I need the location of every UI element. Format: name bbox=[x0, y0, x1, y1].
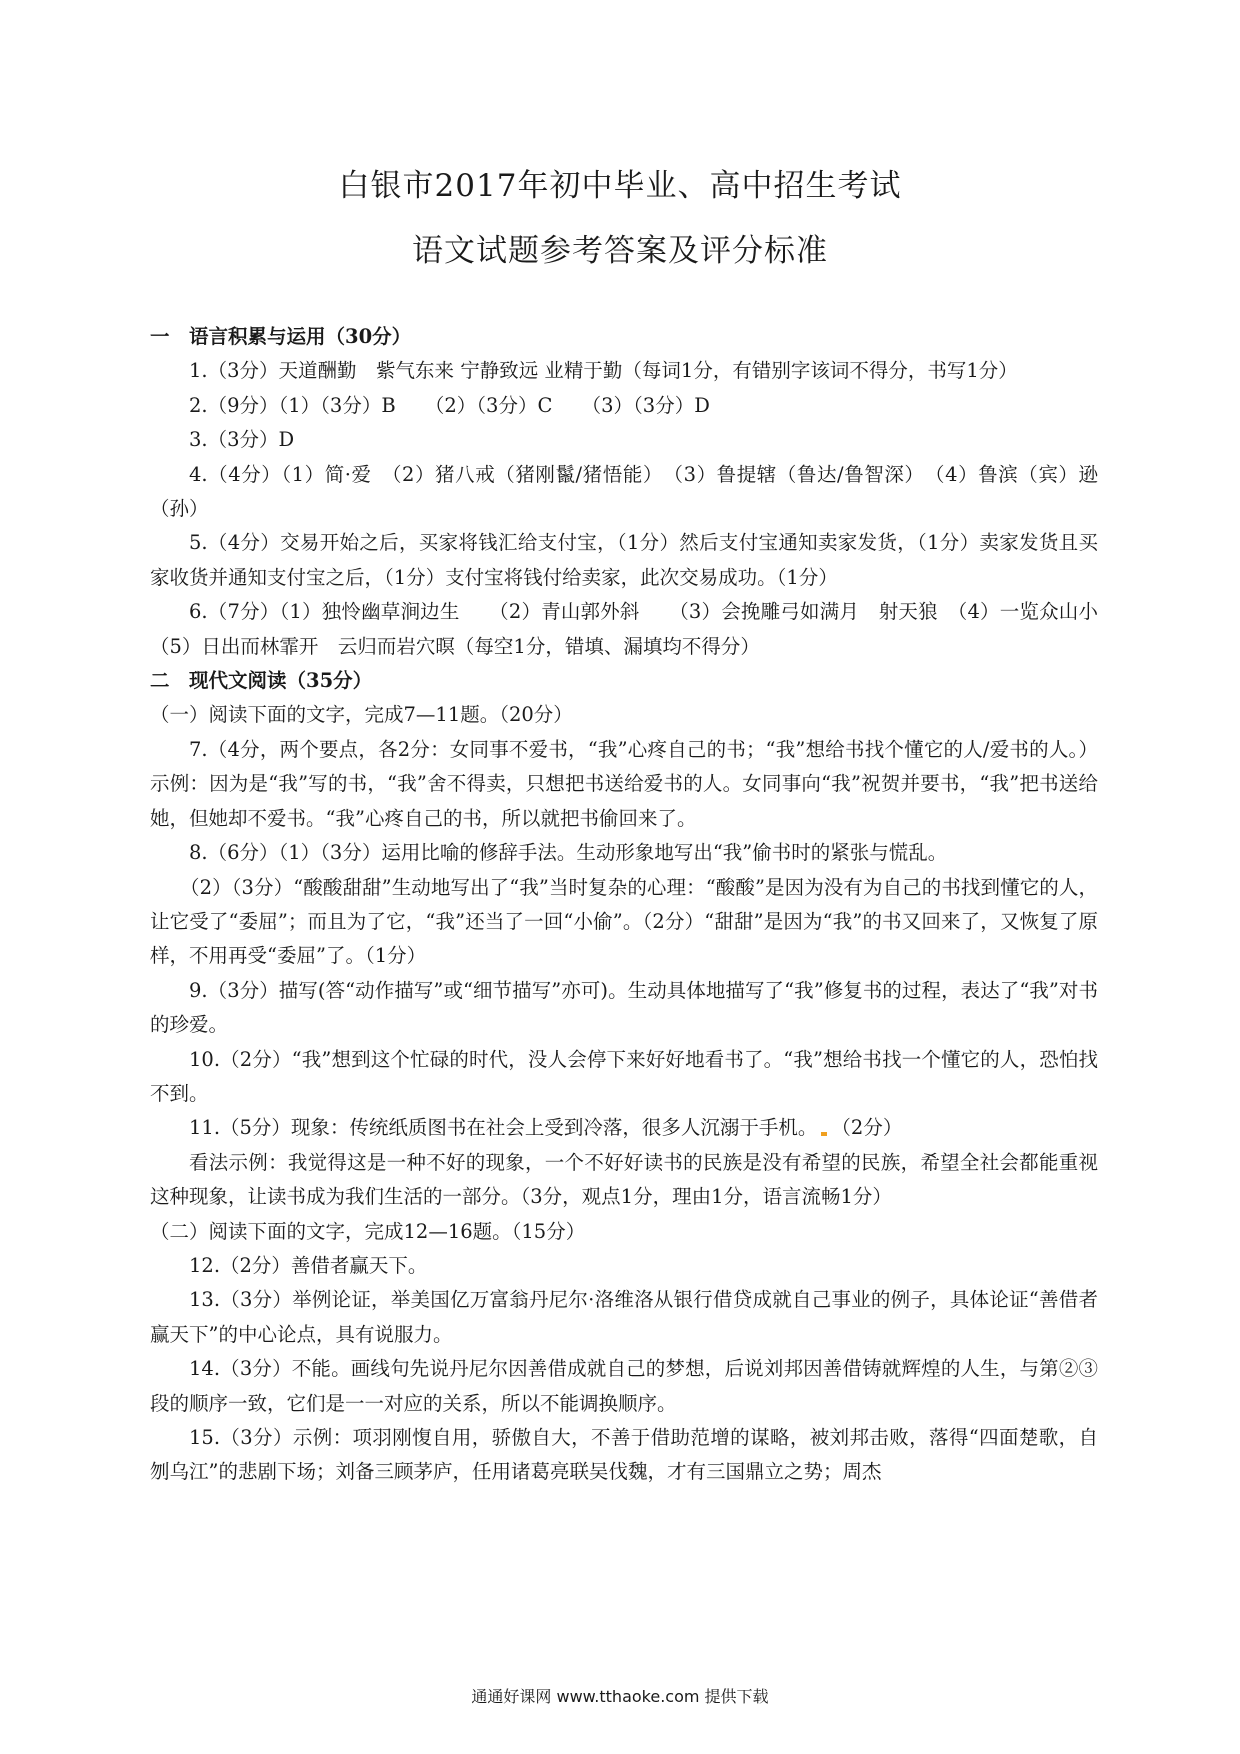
answer-paragraph bbox=[150, 423, 1098, 457]
paragraph-tail: （2分） bbox=[831, 1116, 903, 1140]
paragraph-text: 6.（7分）（1）独怜幽草涧边生 （2）青山郭外斜 （3）会挽雕弓如满月 射天狼 （4）一览众山小 （5）日出而林霏开 云归而岩穴暝（每空1分，错填、漏填均不得分） bbox=[150, 600, 1118, 658]
answer-body bbox=[150, 320, 1118, 1490]
paragraph-text: 2.（9分）（1）（3分）B （2）（3分）C （3）（3分）D bbox=[189, 393, 710, 417]
answer-paragraph bbox=[150, 1146, 1098, 1215]
paragraph-text: 8.（6分）（1）（3分）运用比喻的修辞手法。生动形象地写出“我”偷书时的紧张与慌乱。 bbox=[189, 841, 948, 865]
answer-paragraph bbox=[150, 1283, 1098, 1352]
answer-paragraph bbox=[150, 836, 1098, 870]
paragraph-text: 10.（2分）“我”想到这个忙碌的时代，没人会停下来好好地看书了。“我”想给书找一个懂它的人，恐怕找不到。 bbox=[150, 1047, 1098, 1105]
paragraph-text: 二 现代文阅读（35分） bbox=[150, 669, 373, 693]
answer-paragraph bbox=[150, 1043, 1098, 1112]
paragraph-text: 13.（3分）举例论证，举美国亿万富翁丹尼尔·洛维洛从银行借贷成就自己事业的例子，具体论证“善借者赢天下”的中心论点，具有说服力。 bbox=[150, 1288, 1098, 1346]
answer-paragraph bbox=[150, 871, 1098, 974]
answer-paragraph bbox=[150, 526, 1098, 595]
paragraph-text: 14.（3分）不能。画线句先说丹尼尔因善借成就自己的梦想，后说刘邦因善借铸就辉煌的人生，与第②③段的顺序一致，它们是一一对应的关系，所以不能调换顺序。 bbox=[150, 1357, 1098, 1415]
paragraph-text: 15.（3分）示例：项羽刚愎自用，骄傲自大，不善于借助范增的谋略，被刘邦击败，落得“四面楚歌，自刎乌江”的悲剧下场；刘备三顾茅庐，任用诸葛亮联吴伐魏，才有三国鼎立之势；周杰 bbox=[150, 1426, 1098, 1484]
answer-paragraph bbox=[150, 595, 1118, 664]
paragraph-text: 7.（4分，两个要点，各2分：女同事不爱书，“我”心疼自己的书；“我”想给书找个懂它的人/爱书的人。）示例：因为是“我”写的书，“我”舍不得卖，只想把书送给爱书的人。女同事向“我”祝贺并要书，“我”把书送给她，但她却不爱书。“我”心疼自己的书，所以就把书偷回来了。 bbox=[150, 737, 1098, 830]
paragraph-text: （二）阅读下面的文字，完成12—16题。（15分） bbox=[150, 1219, 586, 1243]
answer-paragraph bbox=[150, 389, 1098, 423]
page-subtitle: 语文试题参考答案及评分标准 bbox=[412, 233, 828, 269]
answer-paragraph bbox=[150, 974, 1098, 1043]
section-heading bbox=[150, 664, 1098, 698]
answer-paragraph bbox=[150, 458, 1098, 527]
answer-paragraph bbox=[150, 1352, 1098, 1421]
page-title: 白银市2017年初中毕业、高中招生考试 bbox=[338, 168, 902, 204]
paragraph-text: 看法示例：我觉得这是一种不好的现象，一个不好好读书的民族是没有希望的民族，希望全社会都能重视这种现象，让读书成为我们生活的一部分。（3分，观点1分，理由1分，语言流畅1分） bbox=[150, 1150, 1098, 1209]
paragraph-text: 9.（3分）描写(答“动作描写”或“细节描写”亦可)。生动具体地描写了“我”修复书的过程，表达了“我”对书的珍爱。 bbox=[150, 978, 1098, 1037]
answer-paragraph bbox=[150, 1421, 1098, 1490]
paragraph-text: 3.（3分）D bbox=[189, 428, 295, 452]
paragraph-text: 5.（4分）交易开始之后，买家将钱汇给支付宝，（1分）然后支付宝通知卖家发货，（1分）卖家发货且买家收货并通知支付宝之后，（1分）支付宝将钱付给卖家，此次交易成功。（1分） bbox=[150, 531, 1098, 589]
section-heading bbox=[150, 1215, 1098, 1249]
paragraph-text: 一 语言积累与运用（30分） bbox=[150, 325, 412, 348]
paragraph-text: 11.（5分）现象：传统纸质图书在社会上受到冷落，很多人沉溺于手机。 bbox=[189, 1116, 818, 1140]
section-heading bbox=[150, 320, 1098, 354]
paragraph-text: （2）（3分）“酸酸甜甜”生动地写出了“我”当时复杂的心理：“酸酸”是因为没有为自己的书找到懂它的人，让它受了“委屈”；而且为了它，“我”还当了一回“小偷”。（2分）“甜甜”是因为“我”的书又回来了，又恢复了原样，不用再受“委屈”了。（1分） bbox=[150, 875, 1098, 968]
paragraph-text: 12.（2分）善借者赢天下。 bbox=[189, 1253, 428, 1277]
answer-paragraph bbox=[150, 733, 1098, 836]
section-heading bbox=[150, 698, 1098, 732]
answer-paragraph bbox=[150, 1111, 1098, 1145]
answer-paragraph bbox=[150, 1249, 1098, 1283]
footer-watermark: 通通好课网 www.tthaoke.com 提供下载 bbox=[471, 1687, 769, 1706]
highlight-mark-icon bbox=[821, 1132, 827, 1136]
paragraph-text: （一）阅读下面的文字，完成7—11题。（20分） bbox=[150, 703, 573, 727]
paragraph-text: 1.（3分）天道酬勤 紫气东来 宁静致远 业精于勤（每词1分，有错别字该词不得分，书写1分） bbox=[189, 359, 1018, 383]
paragraph-text: 4.（4分）（1）简·爱 （2）猪八戒（猪刚鬣/猪悟能） （3）鲁提辖（鲁达/鲁智深） （4）鲁滨（宾）逊（孙） bbox=[150, 462, 1098, 521]
answer-paragraph bbox=[150, 354, 1098, 388]
